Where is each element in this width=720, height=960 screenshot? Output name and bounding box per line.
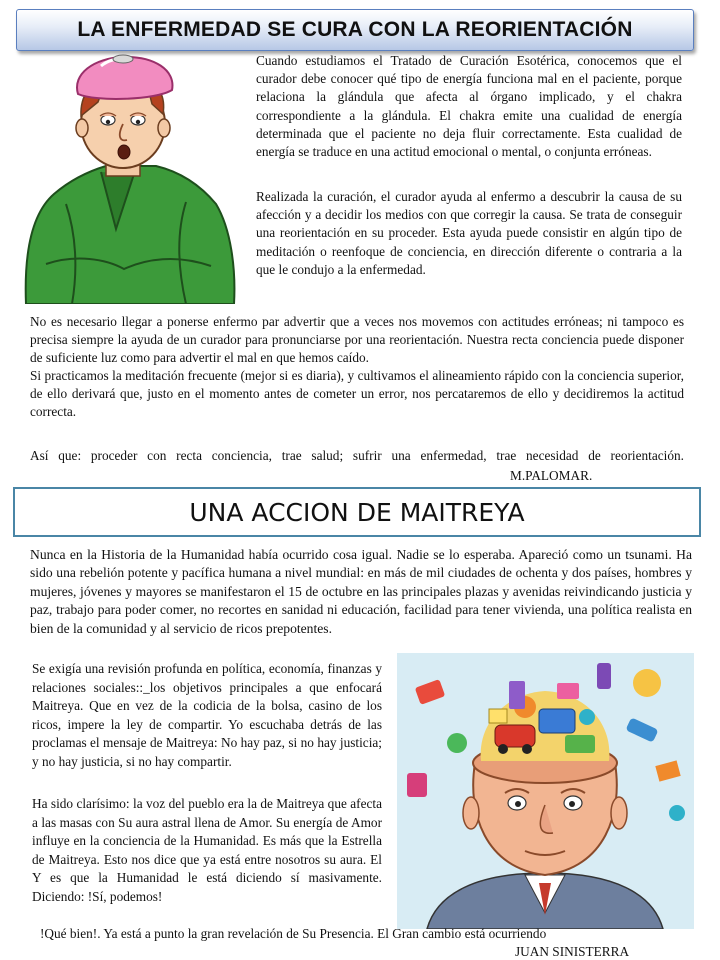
section2-closing: !Qué bien!. Ya está a punto la gran revelación de Su Presencia. El Gran cambio está ocurriendo — [40, 926, 547, 941]
sick-man-cartoon-icon — [6, 54, 242, 304]
section2-title: UNA ACCION DE MAITREYA — [189, 497, 525, 527]
section2-author: JUAN SINISTERRA — [515, 944, 630, 959]
section2-paragraph-2: Se exigía una revisión profunda en política, economía, finanzas y relaciones sociales::_los objetivos principales a que enfocará Maitreya. Que en vez de la codicia de la bolsa, casino de los ricos, impere la ley de compartir. Yo escuchaba detrás de las proclamas el mensaje de Maitreya: No hay paz, si no hay justicia; y no hay justicia, si no hay compartir. — [32, 661, 382, 769]
section1-paragraph-4: Si practicamos la meditación frecuente (mejor si es diaria), y cultivamos el alineamiento rápido con la conciencia superior, de ello derivará que, justo en el momento antes de cometer un error, nos percataremos de ello y decidiremos la actitud correcta. — [30, 368, 684, 420]
section1-paragraph-5: Así que: proceder con recta conciencia, trae salud; sufrir una enfermedad, trae necesidad de reorientación. — [30, 448, 684, 463]
man-head-full-of-objects-icon — [397, 653, 694, 929]
section1-paragraph-2: Realizada la curación, el curador ayuda al enfermo a descubrir la causa de su afección y a decidir los medios con que corregir la causa. Se trata de conseguir una reorientación en su proceder. Esta ayuda puede consistir en algún tipo de meditación o reenfoque de conciencia, en dirección diferente o contraria a la que le condujo a la enfermedad. — [256, 189, 682, 277]
section2-paragraph-3: Ha sido clarísimo: la voz del pueblo era la de Maitreya que afecta a las masas con Su aura astral llena de Amor. Su energía de Amor influye en la conciencia de la Humanidad. Es más que la Estrella de Maitreya. Esto nos dice que ya está entre nosotros su aura. El Y es que la Humanidad le está diciendo sí masivamente. Diciendo: !Sí, podemos! — [32, 796, 382, 904]
section1-paragraph-3: No es necesario llegar a ponerse enfermo par advertir que a veces nos movemos con actitudes erróneas; ni tampoco es precisa siempre la ayuda de un curador para pronunciarse por una reorientación. Nuestra recta conciencia puede disponer de suficiente luz como para advertir el mal en que hemos caído. — [30, 314, 684, 366]
section1-title: LA ENFERMEDAD SE CURA CON LA REORIENTACIÓN — [77, 18, 633, 41]
section1-author: M.PALOMAR. — [510, 468, 593, 483]
section2-paragraph-1: Nunca en la Historia de la Humanidad había ocurrido cosa igual. Nadie se lo esperaba. Apareció como un tsunami. Ha sido una rebelión potente y pacífica humana a nivel mundial: en más de mil ciudades de ochenta y dos países, hombres y mujeres, jóvenes y mayores se manifestaron el 15 de octubre en las principales plazas y avenidas reivindicando justicia y paz, trabajo para poder comer, no recortes en sanidad ni educación, facilidad para tener vivienda, una política realista en bien de la comunidad y al servicio de ricos prepotentes. — [30, 547, 692, 636]
section1-paragraph-1: Cuando estudiamos el Tratado de Curación Esotérica, conocemos que el curador debe conocer qué tipo de energía funciona mal en el paciente, porque relaciona la glándula que afecta al órgano implicado, y el chakra correspondiente a la glándula. El chakra emite una cualidad de energía determinada que el paciente no deja fluir correctamente. Esta cualidad de energía se traduce en una actitud emocional o mental, o conjunta erróneas. — [256, 53, 682, 160]
section1-title-banner — [16, 9, 694, 51]
section2-title-banner — [13, 487, 701, 537]
